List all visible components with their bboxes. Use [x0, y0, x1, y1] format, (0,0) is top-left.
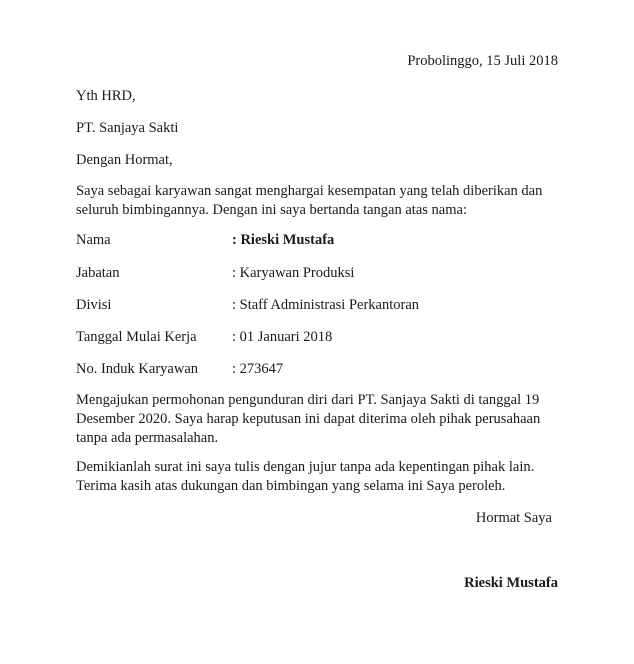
- signatory-name: Rieski Mustafa: [464, 575, 558, 591]
- body-line: tanpa ada permasalahan.: [76, 430, 219, 446]
- field-value: : Staff Administrasi Perkantoran: [232, 297, 419, 313]
- body-line: Desember 2020. Saya harap keputusan ini dapat diterima oleh pihak perusahaan: [76, 411, 541, 427]
- field-value: : Rieski Mustafa: [232, 232, 335, 248]
- closing-paragraph: [76, 458, 566, 496]
- field-value: : 01 Januari 2018: [232, 329, 333, 345]
- field-label: Tanggal Mulai Kerja: [76, 329, 197, 345]
- resignation-letter: [76, 0, 558, 664]
- field-value: : 273647: [232, 361, 284, 377]
- closing-line: Terima kasih atas dukungan dan bimbingan yang selama ini Saya peroleh.: [76, 478, 506, 494]
- sign-off: Hormat Saya: [475, 510, 552, 526]
- closing-line: Demikianlah surat ini saya tulis dengan jujur tanpa ada kepentingan pihak lain.: [76, 459, 535, 475]
- body-paragraph: [76, 391, 566, 448]
- field-label: Jabatan: [76, 265, 120, 281]
- recipient: Yth HRD,: [76, 88, 136, 104]
- place-date: Probolinggo, 15 Juli 2018: [407, 53, 558, 69]
- intro-line: Saya sebagai karyawan sangat menghargai kesempatan yang telah diberikan dan: [76, 183, 543, 199]
- body-line: Mengajukan permohonan pengunduran diri dari PT. Sanjaya Sakti di tanggal 19: [76, 392, 540, 408]
- greeting: Dengan Hormat,: [76, 152, 173, 168]
- field-label: Nama: [76, 232, 111, 248]
- field-value: : Karyawan Produksi: [232, 265, 355, 281]
- field-label: No. Induk Karyawan: [76, 361, 199, 377]
- field-label: Divisi: [76, 297, 112, 313]
- intro-line: seluruh bimbingannya. Dengan ini saya bertanda tangan atas nama:: [76, 202, 467, 218]
- company-name: PT. Sanjaya Sakti: [76, 120, 179, 136]
- intro-paragraph: [76, 182, 566, 220]
